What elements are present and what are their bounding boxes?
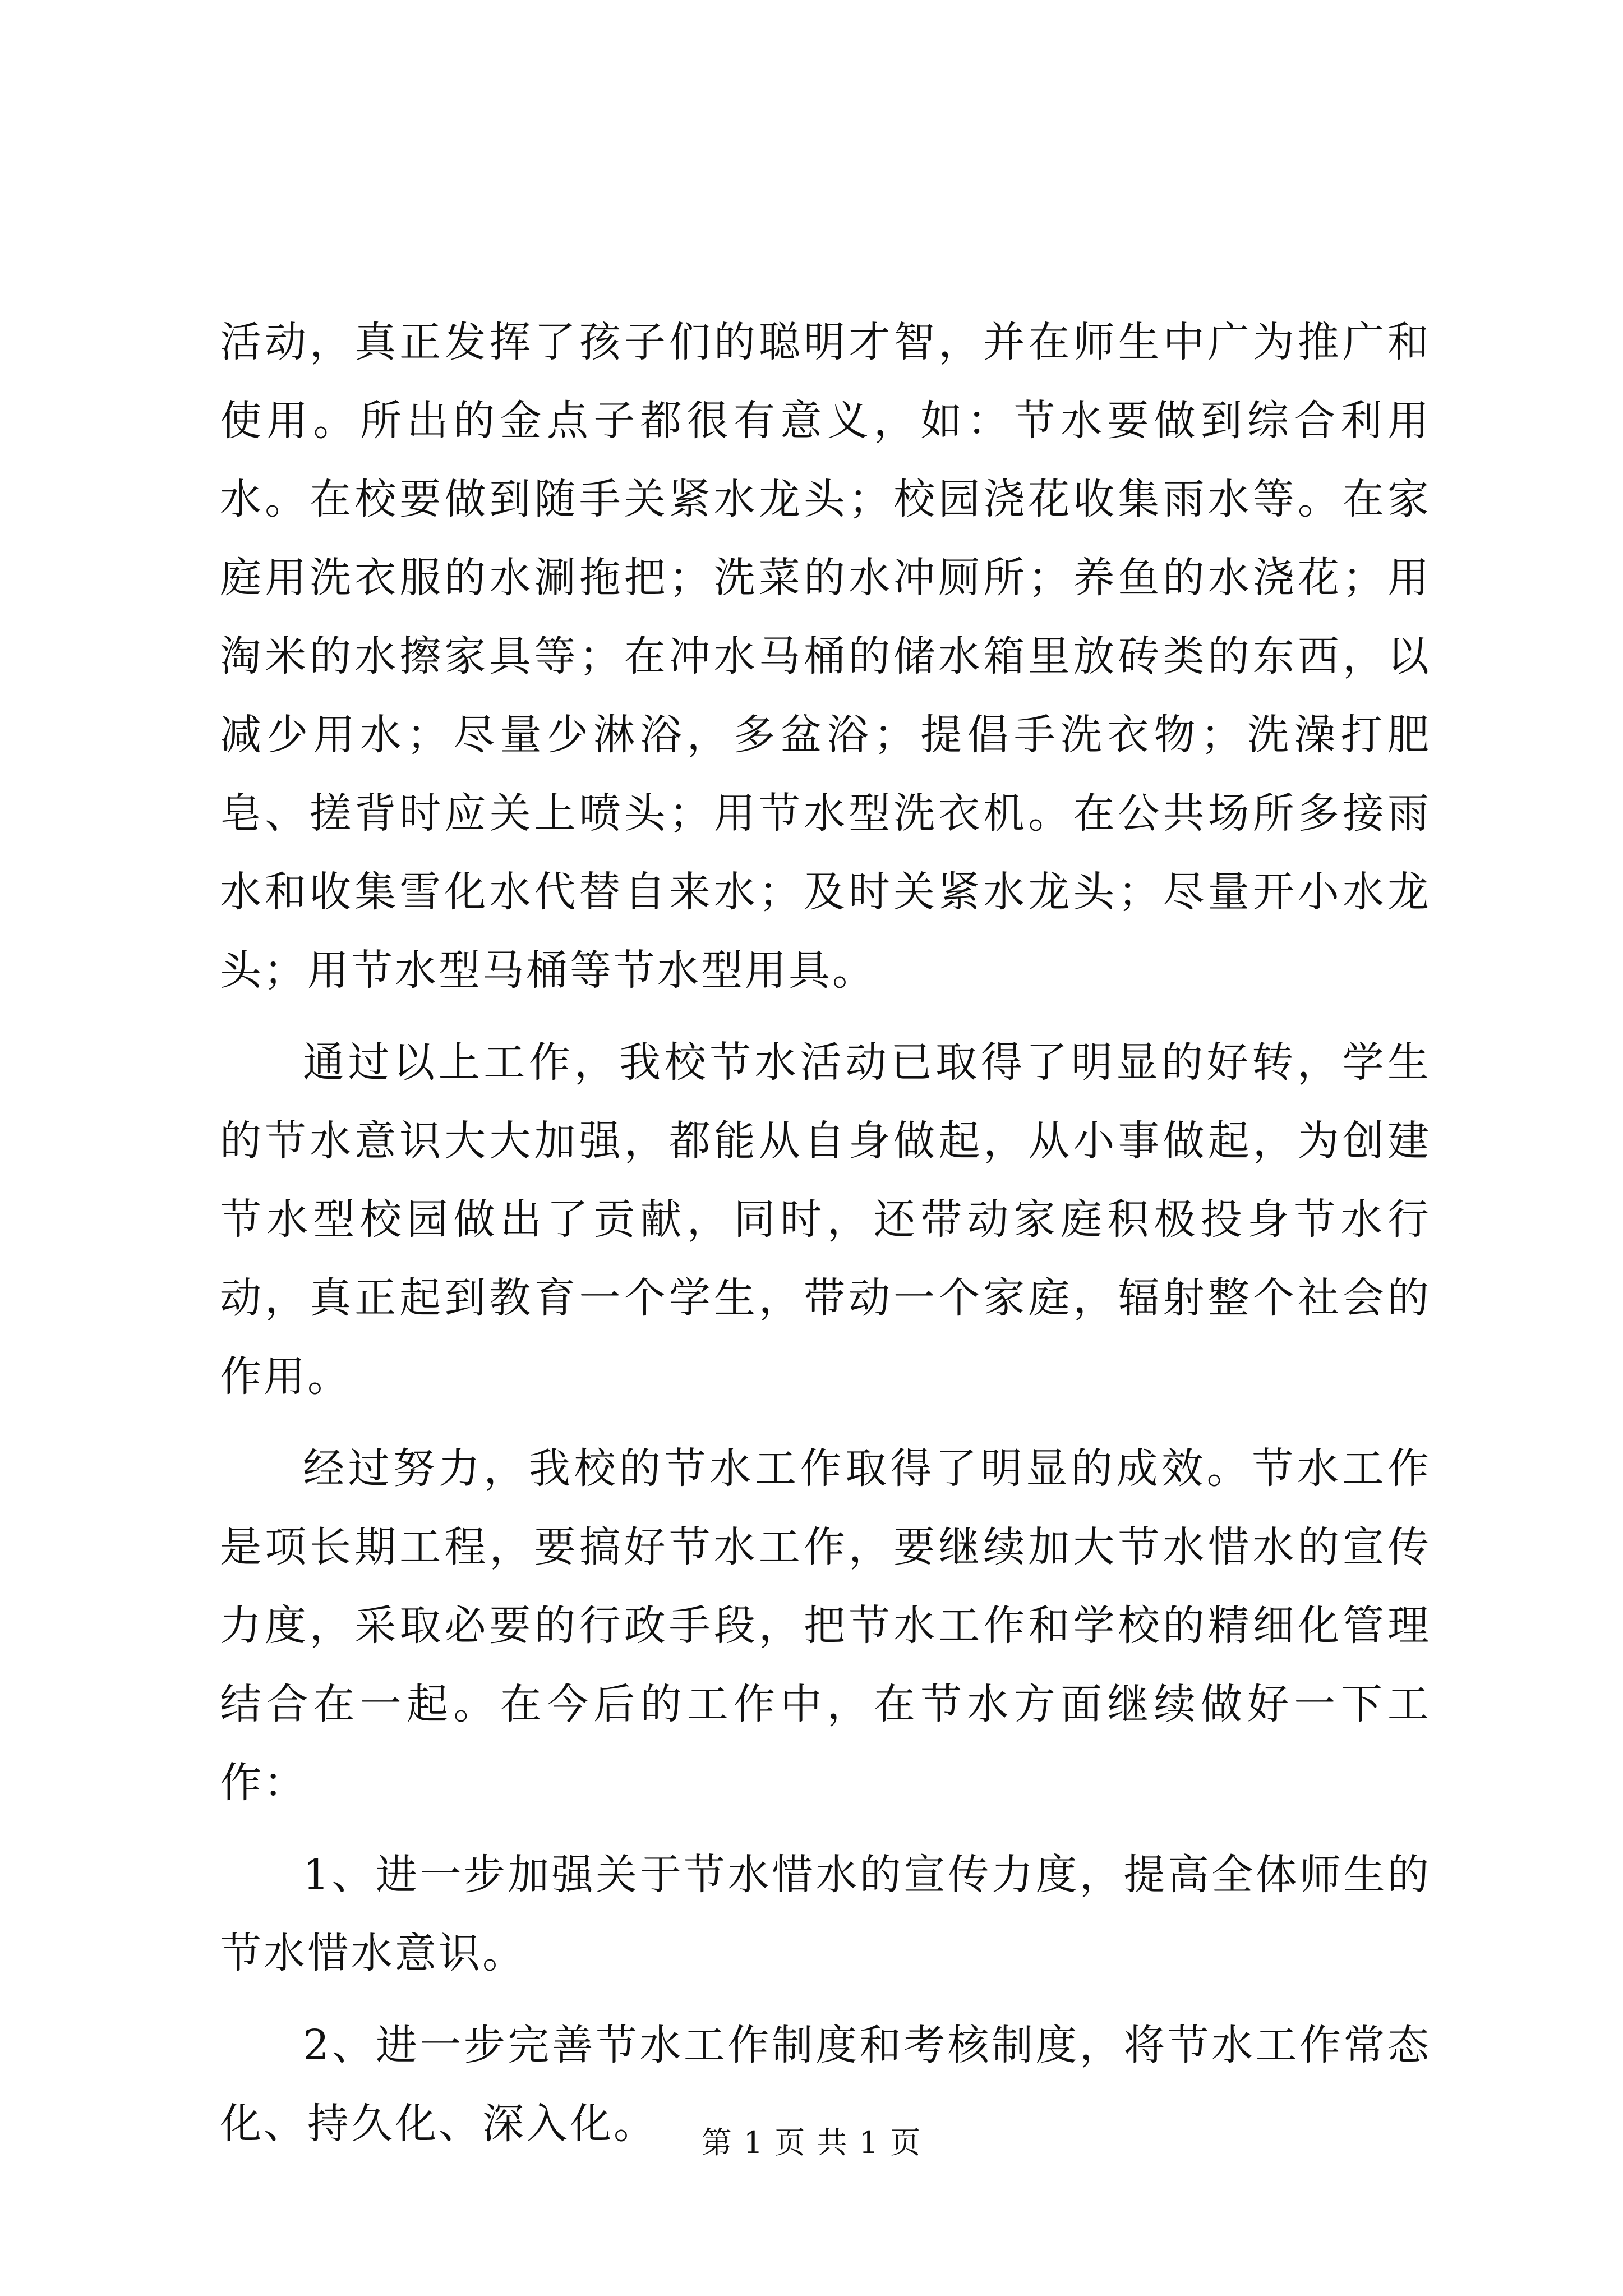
- paragraph-summary: 经过努力，我校的节水工作取得了明显的成效。节水工作是项长期工程，要搞好节水工作，要继续加大节水惜水的宣传力度，采取必要的行政手段，把节水工作和学校的精细化管理结合在一起。在今后的工作中，在节水方面继续做好一下工作：: [220, 1444, 1431, 1807]
- paragraph-continuation: 活动，真正发挥了孩子们的聪明才智，并在师生中广为推广和使用。所出的金点子都很有意义，如：节水要做到综合利用水。在校要做到随手关紧水龙头；校园浇花收集雨水等。在家庭用洗衣服的水涮拖把；洗菜的水冲厕所；养鱼的水浇花；用淘米的水擦家具等；在冲水马桶的储水箱里放砖类的东西，以减少用水；尽量少淋浴，多盆浴；提倡手洗衣物；洗澡打肥皂、搓背时应关上喷头；用节水型洗衣机。在公共场所多接雨水和收集雪化水代替自来水；及时关紧水龙头；尽量开小水龙头；用节水型马桶等节水型用具。: [220, 318, 1431, 995]
- page-number-footer: 第 1 页 共 1 页: [701, 2125, 922, 2160]
- paragraph-item-2: 2、进一步完善节水工作制度和考核制度，将节水工作常态化、持久化、深入化。: [220, 2021, 1431, 2148]
- paragraph-item-1: 1、进一步加强关于节水惜水的宣传力度，提高全体师生的节水惜水意识。: [220, 1851, 1431, 1977]
- document-body: [220, 303, 1431, 2177]
- paragraph-results: 通过以上工作，我校节水活动已取得了明显的好转，学生的节水意识大大加强，都能从自身做起，从小事做起，为创建节水型校园做出了贡献，同时，还带动家庭积极投身节水行动，真正起到教育一个学生，带动一个家庭，辐射整个社会的作用。: [220, 1038, 1431, 1401]
